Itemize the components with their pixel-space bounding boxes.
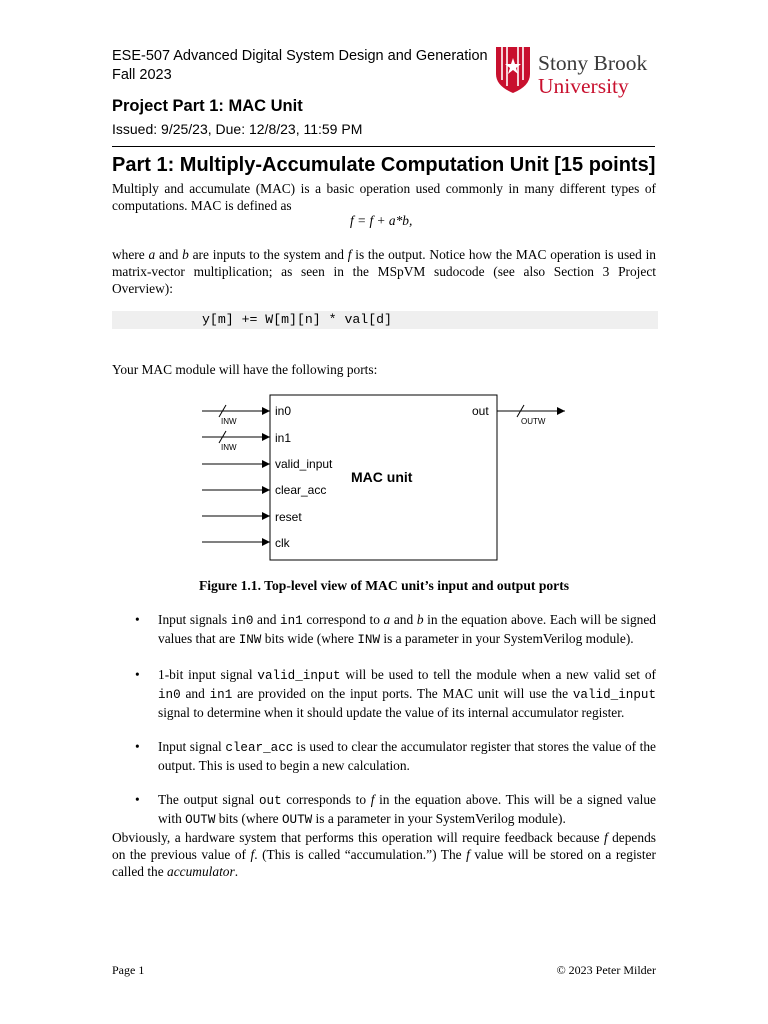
bullet-item: • Input signals in0 and in1 correspond to a and b in the equation above. Each will be signed values that are INW bits wide (where INW is a parameter in your SystemVerilog module). [135,612,657,647]
bullet-dot-icon: • [135,612,140,627]
bullet-item: • 1-bit input signal valid_input will be used to tell the module when a new valid set of in0 and in1 are provided on the input ports. The MAC unit will use the valid_input signal to determine when it should update the value of its internal accumulator register. [135,667,657,720]
closing-paragraph: Obviously, a hardware system that performs this operation will require feedback because f depends on the previous value of f. (This is called “accumulation.”) The f value will be stored on a register called the accumulator. [112,830,656,879]
logo-line-2: University [538,74,629,98]
mac-equation: f = f + a*b, [350,213,413,228]
header-divider [112,146,655,147]
project-title: Project Part 1: MAC Unit [112,97,303,115]
port-out: out [472,404,489,418]
stony-brook-shield-icon [494,44,532,94]
code-line: y[m] += W[m][n] * val[d] [202,312,392,327]
bullet-dot-icon: • [135,739,140,754]
bullet-item: • Input signal clear_acc is used to clear the accumulator register that stores the value of the output. This is used to begin a new calculation. [135,739,656,773]
page-number: Page 1 [112,963,145,977]
port-in0: in0 [275,404,292,418]
figure-caption: Figure 1.1. Top-level view of MAC unit’s input and output ports [198,578,570,593]
university-logo [494,44,664,106]
port-in1: in1 [275,431,292,445]
mac-unit-label: MAC unit [351,469,413,485]
in0-width-label: INW [221,417,237,426]
in1-width-label: INW [221,443,237,452]
bullet-dot-icon: • [135,667,140,682]
intro-paragraph-2: where a and b are inputs to the system and f is the output. Notice how the MAC operation is used in matrix-vector multiplication; as seen in the MSpVM sudocode (see also Section 3 Project Overview): [112,247,656,296]
bullet-dot-icon: • [135,792,140,807]
port-reset: reset [275,510,302,524]
logo-line-1: Stony Brook [538,51,648,75]
port-clear-acc: clear_acc [275,483,327,497]
mac-unit-diagram [190,390,580,570]
course-title: ESE-507 Advanced Digital System Design and Generation [112,48,488,64]
course-term: Fall 2023 [112,67,172,83]
out-width-label: OUTW [521,417,546,426]
port-description-list [112,611,656,846]
intro-paragraph-1: Multiply and accumulate (MAC) is a basic operation used commonly in many different types of computations. MAC is defined as [112,181,656,213]
bullet-item: • The output signal out corresponds to f in the equation above. This will be a signed value with OUTW bits (where OUTW is a parameter in your SystemVerilog module). [135,792,656,827]
copyright: © 2023 Peter Milder [556,963,656,977]
ports-intro: Your MAC module will have the following ports: [112,362,378,377]
section-title: Part 1: Multiply-Accumulate Computation Unit [15 points] [112,154,656,176]
course-header [112,47,488,85]
port-valid-input: valid_input [275,457,333,471]
issued-dates: Issued: 9/25/23, Due: 12/8/23, 11:59 PM [112,121,363,137]
port-clk: clk [275,536,290,550]
code-block [112,311,658,329]
